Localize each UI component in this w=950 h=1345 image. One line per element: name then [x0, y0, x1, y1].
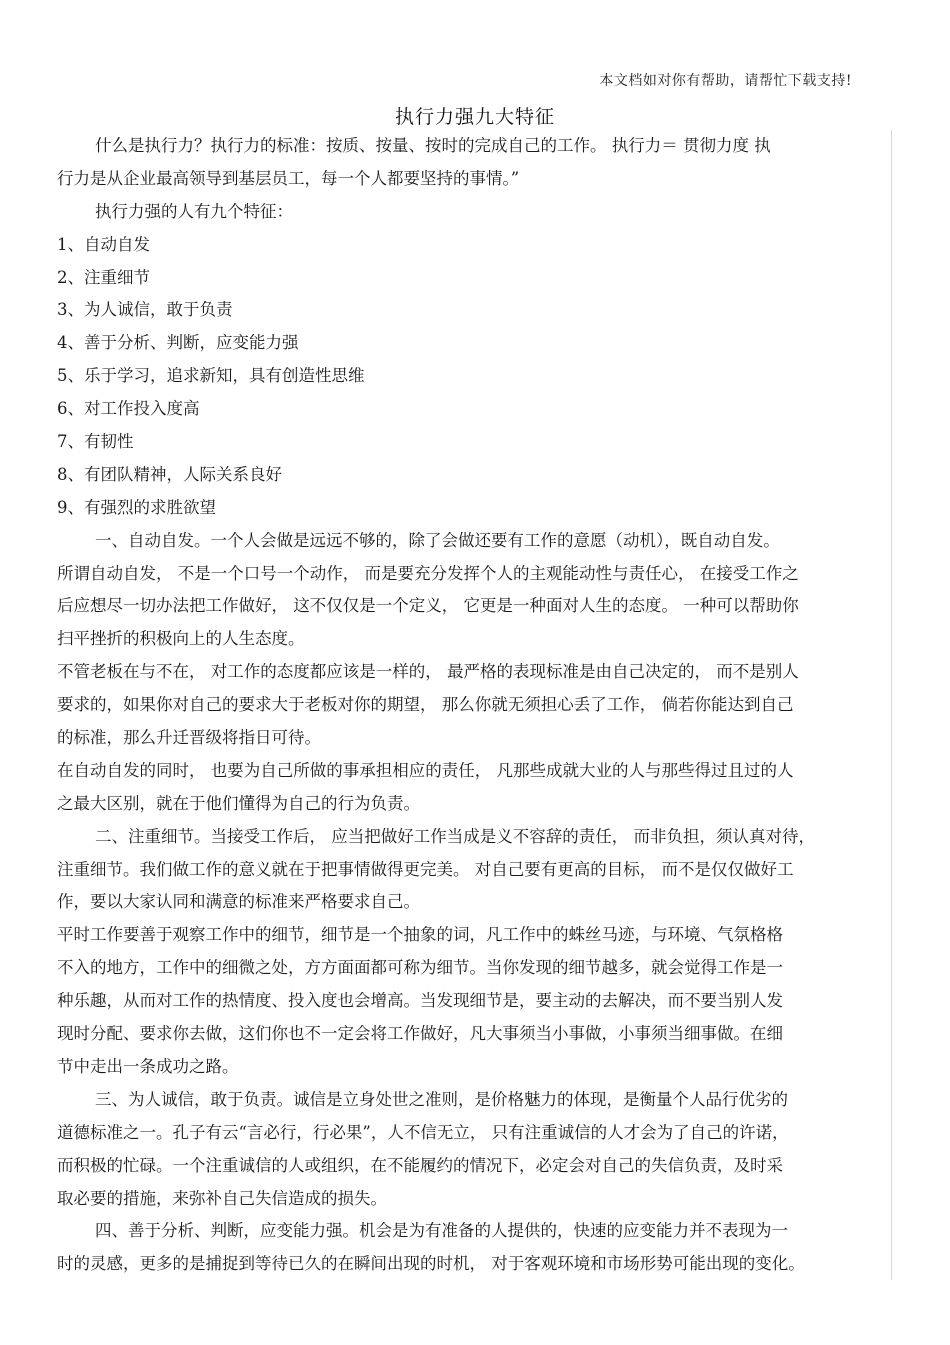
text-line: 6、对工作投入度高 [57, 399, 200, 419]
text-line: 行力是从企业最高领导到基层员工，每一个人都要坚持的事情。” [57, 168, 520, 188]
text-line: 作，要以大家认同和满意的标准来严格要求自己。 [57, 892, 420, 912]
text-line: 后应想尽一切办法把工作做好， 这不仅仅是一个定义， 它更是一种面对人生的态度。 一种可以帮助你 [57, 596, 799, 616]
text-line: 在自动自发的同时， 也要为自己所做的事承担相应的责任， 凡那些成就大业的人与那些得过且过的人 [57, 760, 794, 780]
text-line: 一、自动自发。一个人会做是远远不够的，除了会做还要有工作的意愿（动机），既自动自发。 [95, 530, 780, 550]
text-line: 种乐趣，从而对工作的热情度、投入度也会增高。当发现细节是，要主动的去解决，而不要当别人发 [57, 991, 783, 1011]
text-line: 道德标准之一。孔子有云“言必行，行必果”，人不信无立， 只有注重诚信的人才会为了自己的许诺， [57, 1122, 789, 1142]
text-line: 三、为人诚信，敢于负责。诚信是立身处世之准则，是价格魅力的体现，是衡量个人品行优劣的 [95, 1089, 788, 1109]
text-line: 7、有韧性 [57, 432, 134, 452]
text-line: 1、自动自发 [57, 234, 150, 254]
text-line: 所谓自动自发， 不是一个口号一个动作， 而是要充分发挥个人的主观能动性与责任心， 在接受工作之 [57, 563, 799, 583]
text-line: 不入的地方，工作中的细微之处，方方面面都可称为细节。当你发现的细节越多，就会觉得工作是一 [57, 958, 783, 978]
text-line: 平时工作要善于观察工作中的细节，细节是一个抽象的词，凡工作中的蛛丝马迹，与环境、气氛格格 [57, 925, 783, 945]
header-note: 本文档如对你有帮助，请帮忙下载支持! [599, 73, 852, 89]
text-line: 要求的，如果你对自己的要求大于老板对你的期望， 那么你就无须担心丢了工作， 倘若你能达到自己 [57, 695, 794, 715]
text-line: 8、有团队精神，人际关系良好 [57, 464, 282, 484]
text-line: 注重细节。我们做工作的意义就在于把事情做得更完美。 对自己要有更高的目标， 而不是仅仅做好工 [57, 859, 794, 879]
margin-rule [891, 130, 892, 1280]
text-line: 4、善于分析、判断，应变能力强 [57, 333, 299, 353]
text-line: 节中走出一条成功之路。 [57, 1056, 239, 1076]
text-line: 的标准，那么升迁晋级将指日可待。 [57, 728, 321, 748]
text-line: 扫平挫折的积极向上的人生态度。 [57, 629, 305, 649]
text-line: 执行力强的人有九个特征： [95, 201, 293, 221]
text-line: 时的灵感，更多的是捕捉到等待已久的在瞬间出现的时机， 对于客观环境和市场形势可能出现的变化。 [57, 1254, 805, 1274]
text-line: 而积极的忙碌。一个注重诚信的人或组织，在不能履约的情况下，必定会对自己的失信负责，及时采 [57, 1155, 783, 1175]
text-line: 取必要的措施，来弥补自己失信造成的损失。 [57, 1188, 387, 1208]
document-body [57, 130, 891, 1281]
text-line: 什么是执行力？执行力的标准：按质、按量、按时的完成自己的工作。 执行力＝ 贯彻力度 执 [95, 136, 771, 155]
text-line: 现时分配、要求你去做，这们你也不一定会将工作做好，凡大事须当小事做，小事须当细事做。在细 [57, 1024, 783, 1044]
text-line: 9、有强烈的求胜欲望 [57, 497, 216, 517]
text-line: 四、善于分析、判断，应变能力强。机会是为有准备的人提供的，快速的应变能力并不表现为一 [95, 1221, 788, 1241]
text-line: 2、注重细节 [57, 267, 150, 287]
document-title: 执行力强九大特征 [394, 106, 555, 128]
text-line: 之最大区别，就在于他们懂得为自己的行为负责。 [57, 793, 420, 813]
text-line: 3、为人诚信，敢于负责 [57, 300, 233, 320]
text-line: 不管老板在与不在， 对工作的态度都应该是一样的， 最严格的表现标准是由自己决定的， 而不是别人 [57, 662, 799, 682]
text-line: 二、注重细节。当接受工作后， 应当把做好工作当成是义不容辞的责任， 而非负担，须认真对待， [95, 826, 815, 846]
text-line: 5、乐于学习，追求新知，具有创造性思维 [57, 366, 365, 386]
